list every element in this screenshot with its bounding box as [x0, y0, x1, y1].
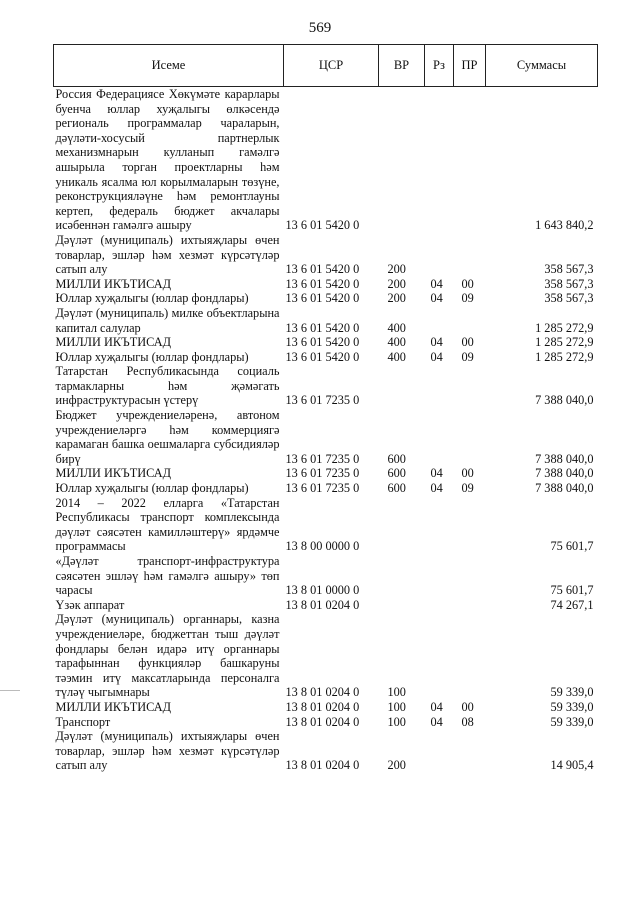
margin-mark	[0, 690, 20, 691]
cell-vr: 600	[387, 481, 406, 496]
cell-sum: 14 905,4	[550, 758, 594, 773]
cell-pr	[454, 598, 486, 613]
cell-pr	[454, 408, 486, 466]
cell-vr	[379, 364, 425, 408]
table-row	[54, 291, 598, 306]
cell-rz: 04	[430, 481, 443, 496]
table-row	[54, 277, 598, 292]
cell-csr: 13 8 01 0204 0	[285, 597, 360, 612]
budget-table	[53, 44, 598, 773]
cell-sum: 1 643 840,2	[535, 218, 594, 233]
cell-vr: 400	[387, 349, 406, 364]
cell-csr: 13 6 01 7235 0	[285, 393, 360, 408]
cell-rz: 04	[430, 699, 443, 714]
cell-vr	[379, 554, 425, 598]
cell-sum: 358 567,3	[544, 276, 594, 291]
cell-name: Транспорт	[55, 714, 111, 729]
page-number: 569	[308, 20, 332, 36]
cell-name: МИЛЛИ ИКЪТИСАД	[55, 699, 171, 714]
cell-rz	[425, 612, 454, 700]
cell-rz	[425, 729, 454, 773]
cell-name: Юллар хуҗалыгы (юллар фондлары)	[55, 291, 249, 306]
table-row	[54, 715, 598, 730]
cell-pr	[454, 233, 486, 277]
cell-sum: 7 388 040,0	[535, 393, 594, 408]
cell-csr: 13 8 01 0204 0	[285, 758, 360, 773]
table-row	[54, 364, 598, 408]
table-row	[54, 233, 598, 277]
table-row	[54, 306, 598, 335]
cell-name: Бюджет учреждениеләренә, автоном учреждениеләргә һәм коммерциягә карамаган башка оешмаларга субсидияләр бирү	[55, 408, 280, 466]
cell-rz	[425, 306, 454, 335]
cell-name: Дәүләт (муниципаль) органнары, казна учреждениеләре, бюджеттан тыш дәүләт фондлары белән идарә итү органнары тарафыннан функцияләр башкаруны тәэмин итү максатларында персоналга түләү чыгымнары	[55, 612, 280, 700]
cell-name: Юллар хуҗалыгы (юллар фондлары)	[55, 481, 249, 496]
cell-name: «Дәүләт транспорт-инфраструктура сәясәтен эшләү һәм гамәлгә ашыру» төп чарасы	[55, 554, 280, 598]
cell-name: Дәүләт (муниципаль) ихтыяҗлары өчен товарлар, эшләр һәм хезмәт күрсәтүләр сатып алу	[55, 232, 280, 277]
cell-pr	[454, 306, 486, 335]
table-row	[54, 729, 598, 773]
cell-pr	[454, 496, 486, 554]
cell-csr: 13 8 01 0000 0	[285, 583, 360, 598]
cell-vr	[379, 87, 425, 233]
table-row	[54, 598, 598, 613]
cell-vr: 100	[387, 685, 406, 700]
table-header-row	[54, 45, 598, 87]
cell-csr: 13 6 01 5420 0	[285, 291, 360, 306]
cell-sum: 1 285 272,9	[535, 349, 594, 364]
cell-pr: 09	[461, 481, 474, 496]
cell-csr: 13 6 01 5420 0	[285, 335, 360, 350]
table-row	[54, 466, 598, 481]
cell-sum: 75 601,7	[550, 583, 594, 598]
cell-vr: 400	[387, 320, 406, 335]
cell-pr	[454, 554, 486, 598]
cell-rz	[425, 233, 454, 277]
cell-rz	[425, 554, 454, 598]
table-row	[54, 350, 598, 365]
cell-vr: 100	[387, 699, 406, 714]
cell-pr	[454, 364, 486, 408]
cell-sum: 7 388 040,0	[535, 466, 594, 481]
cell-name: МИЛЛИ ИКЪТИСАД	[55, 276, 171, 291]
cell-rz	[425, 496, 454, 554]
header-rz: Рз	[425, 45, 454, 87]
cell-vr: 100	[387, 714, 406, 729]
cell-pr: 08	[461, 714, 474, 729]
cell-rz	[425, 87, 454, 233]
cell-name: МИЛЛИ ИКЪТИСАД	[55, 466, 171, 481]
cell-vr: 600	[387, 466, 406, 481]
cell-rz: 04	[430, 276, 443, 291]
cell-sum: 358 567,3	[544, 291, 594, 306]
table-row	[54, 87, 598, 233]
cell-vr: 600	[387, 451, 406, 466]
cell-csr: 13 6 01 5420 0	[285, 218, 360, 233]
cell-rz	[425, 598, 454, 613]
cell-csr: 13 8 01 0204 0	[285, 714, 360, 729]
header-vr: ВР	[379, 45, 425, 87]
table-row	[54, 496, 598, 554]
cell-csr: 13 6 01 7235 0	[285, 451, 360, 466]
cell-sum: 7 388 040,0	[535, 451, 594, 466]
cell-vr: 200	[387, 291, 406, 306]
cell-rz: 04	[430, 291, 443, 306]
header-sum: Суммасы	[486, 45, 598, 87]
table-body	[54, 87, 598, 773]
cell-sum: 1 285 272,9	[535, 335, 594, 350]
cell-rz: 04	[430, 714, 443, 729]
cell-csr: 13 8 01 0204 0	[285, 699, 360, 714]
cell-csr: 13 8 01 0204 0	[285, 685, 360, 700]
cell-csr: 13 8 00 0000 0	[285, 539, 360, 554]
cell-csr: 13 6 01 5420 0	[285, 349, 360, 364]
cell-pr: 00	[461, 335, 474, 350]
cell-rz: 04	[430, 349, 443, 364]
cell-rz: 04	[430, 466, 443, 481]
cell-csr: 13 6 01 5420 0	[285, 320, 360, 335]
cell-pr: 09	[461, 349, 474, 364]
cell-rz: 04	[430, 335, 443, 350]
table-row	[54, 612, 598, 700]
cell-pr	[454, 87, 486, 233]
cell-pr: 09	[461, 291, 474, 306]
cell-vr: 200	[387, 758, 406, 773]
cell-csr: 13 6 01 7235 0	[285, 481, 360, 496]
cell-sum: 74 267,1	[550, 597, 594, 612]
cell-rz	[425, 364, 454, 408]
cell-name: Татарстан Республикасында социаль тармакларны һәм җәмәгать инфраструктурасын үстерү	[55, 364, 280, 408]
cell-sum: 59 339,0	[550, 699, 594, 714]
cell-sum: 75 601,7	[550, 539, 594, 554]
cell-pr: 00	[461, 699, 474, 714]
cell-name: Үзәк аппарат	[55, 597, 125, 612]
table-row	[54, 700, 598, 715]
cell-sum: 7 388 040,0	[535, 481, 594, 496]
cell-csr: 13 6 01 7235 0	[285, 466, 360, 481]
cell-sum: 1 285 272,9	[535, 320, 594, 335]
cell-pr: 00	[461, 466, 474, 481]
cell-name: 2014 – 2022 елларга «Татарстан Республикасы транспорт комплексында дәүләт сәясәтен камилләштерү» ярдәмче программасы	[55, 495, 280, 554]
cell-pr: 00	[461, 276, 474, 291]
cell-vr	[379, 598, 425, 613]
cell-sum: 59 339,0	[550, 685, 594, 700]
table-row	[54, 554, 598, 598]
cell-csr: 13 6 01 5420 0	[285, 276, 360, 291]
cell-name: Россия Федерациясе Хөкүмәте карарлары буенча юллар хуҗалыгы өлкәсендә региональ программалар чараларын, дәүләти-хосусый партнерлык механизмнарын кулланып гамәлгә ашырыла торган проектларны һәм уникаль ясалма юл корылмаларын төзүне, реконструкцияләүне һәм ремонтлауны кертеп, федераль бюджет акчалары исәбеннән гамәлгә ашыру	[55, 87, 280, 233]
cell-sum: 59 339,0	[550, 714, 594, 729]
table-row	[54, 481, 598, 496]
cell-name: Юллар хуҗалыгы (юллар фондлары)	[55, 349, 249, 364]
cell-rz	[425, 408, 454, 466]
cell-name: Дәүләт (муниципаль) милке объектларына капитал салулар	[55, 305, 280, 335]
cell-name: МИЛЛИ ИКЪТИСАД	[55, 335, 171, 350]
header-csr: ЦСР	[284, 45, 379, 87]
cell-vr	[379, 496, 425, 554]
header-pr: ПР	[454, 45, 486, 87]
cell-pr	[454, 729, 486, 773]
cell-sum: 358 567,3	[544, 262, 594, 277]
cell-name: Дәүләт (муниципаль) ихтыяҗлары өчен товарлар, эшләр һәм хезмәт күрсәтүләр сатып алу	[55, 729, 280, 773]
table-row	[54, 408, 598, 466]
cell-csr: 13 6 01 5420 0	[285, 262, 360, 277]
cell-vr: 400	[387, 335, 406, 350]
table-row	[54, 335, 598, 350]
cell-pr	[454, 612, 486, 700]
cell-vr: 200	[387, 276, 406, 291]
header-name: Исеме	[54, 45, 284, 87]
cell-vr: 200	[387, 262, 406, 277]
